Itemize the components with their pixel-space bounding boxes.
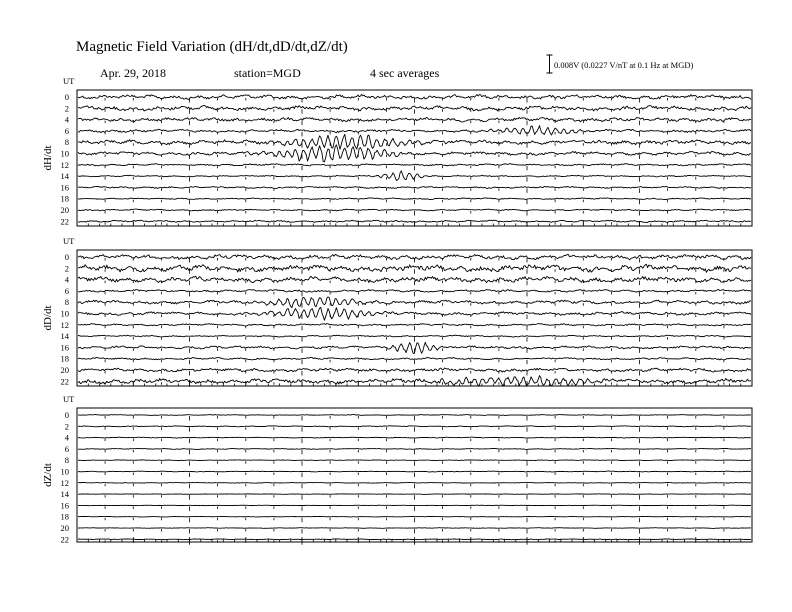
hour-label: 4 xyxy=(64,114,69,125)
hour-label: 8 xyxy=(64,455,69,466)
trace-line xyxy=(78,198,751,200)
trace-line xyxy=(78,324,751,326)
panel-ylabel: dZ/dt xyxy=(42,463,54,487)
hour-label: 16 xyxy=(60,500,69,511)
chart-title: Magnetic Field Variation (dH/dt,dD/dt,dZ/dt) xyxy=(76,39,348,55)
averaging-label: 4 sec averages xyxy=(370,66,440,80)
hour-label: 0 xyxy=(64,92,69,102)
station-label: station=MGD xyxy=(234,66,301,80)
trace-line xyxy=(78,415,751,416)
hour-label: 0 xyxy=(64,410,69,420)
trace-line xyxy=(78,448,751,449)
trace-line xyxy=(78,290,751,293)
trace-line xyxy=(78,426,751,427)
trace-line xyxy=(78,471,751,472)
hour-label: 6 xyxy=(64,285,69,296)
scale-label: 0.008V (0.0227 V/nT at 0.1 Hz at MGD) xyxy=(554,60,694,70)
hour-label: 4 xyxy=(64,432,69,443)
hour-label: 10 xyxy=(60,308,69,319)
trace-line xyxy=(78,335,751,337)
hour-label: 2 xyxy=(64,103,69,114)
hour-label: 6 xyxy=(64,443,69,454)
panel-dzdt xyxy=(42,394,752,545)
trace-line xyxy=(78,437,751,438)
hour-label: 16 xyxy=(60,182,69,193)
hour-label: 12 xyxy=(60,477,69,488)
panel-dddt xyxy=(42,236,752,387)
trace-line xyxy=(78,482,751,483)
trace-line xyxy=(78,209,751,211)
hour-label: 22 xyxy=(60,376,69,387)
hour-label: 14 xyxy=(60,331,69,342)
trace-line xyxy=(78,358,751,360)
trace-line xyxy=(78,494,751,495)
trace-line xyxy=(78,505,751,506)
trace-line xyxy=(78,164,751,166)
ut-label: UT xyxy=(63,236,75,246)
hour-label: 20 xyxy=(60,523,69,533)
hour-label: 22 xyxy=(60,534,69,545)
trace-line xyxy=(78,460,751,461)
hour-label: 12 xyxy=(60,319,69,330)
hour-label: 2 xyxy=(64,263,69,274)
panel-ylabel: dH/dt xyxy=(42,145,54,171)
hour-label: 4 xyxy=(64,274,69,285)
hour-label: 14 xyxy=(60,171,69,182)
trace-line xyxy=(78,528,751,529)
ut-label: UT xyxy=(63,76,75,86)
trace-line xyxy=(78,516,751,517)
trace-line xyxy=(78,186,751,188)
hour-label: 2 xyxy=(64,421,69,432)
hour-label: 20 xyxy=(60,205,69,215)
hour-label: 10 xyxy=(60,466,69,477)
hour-label: 20 xyxy=(60,365,69,375)
hour-label: 22 xyxy=(60,216,69,227)
date-label: Apr. 29, 2018 xyxy=(100,66,166,80)
panel-dhdt xyxy=(42,76,752,227)
hour-label: 8 xyxy=(64,297,69,308)
hour-label: 10 xyxy=(60,148,69,159)
hour-label: 14 xyxy=(60,489,69,500)
hour-label: 6 xyxy=(64,125,69,136)
hour-label: 0 xyxy=(64,252,69,262)
hour-label: 18 xyxy=(60,511,69,522)
hour-label: 18 xyxy=(60,353,69,364)
hour-label: 8 xyxy=(64,137,69,148)
panel-ylabel: dD/dt xyxy=(42,305,54,331)
ut-label: UT xyxy=(63,394,75,404)
hour-label: 12 xyxy=(60,159,69,170)
hour-label: 16 xyxy=(60,342,69,353)
hour-label: 18 xyxy=(60,193,69,204)
